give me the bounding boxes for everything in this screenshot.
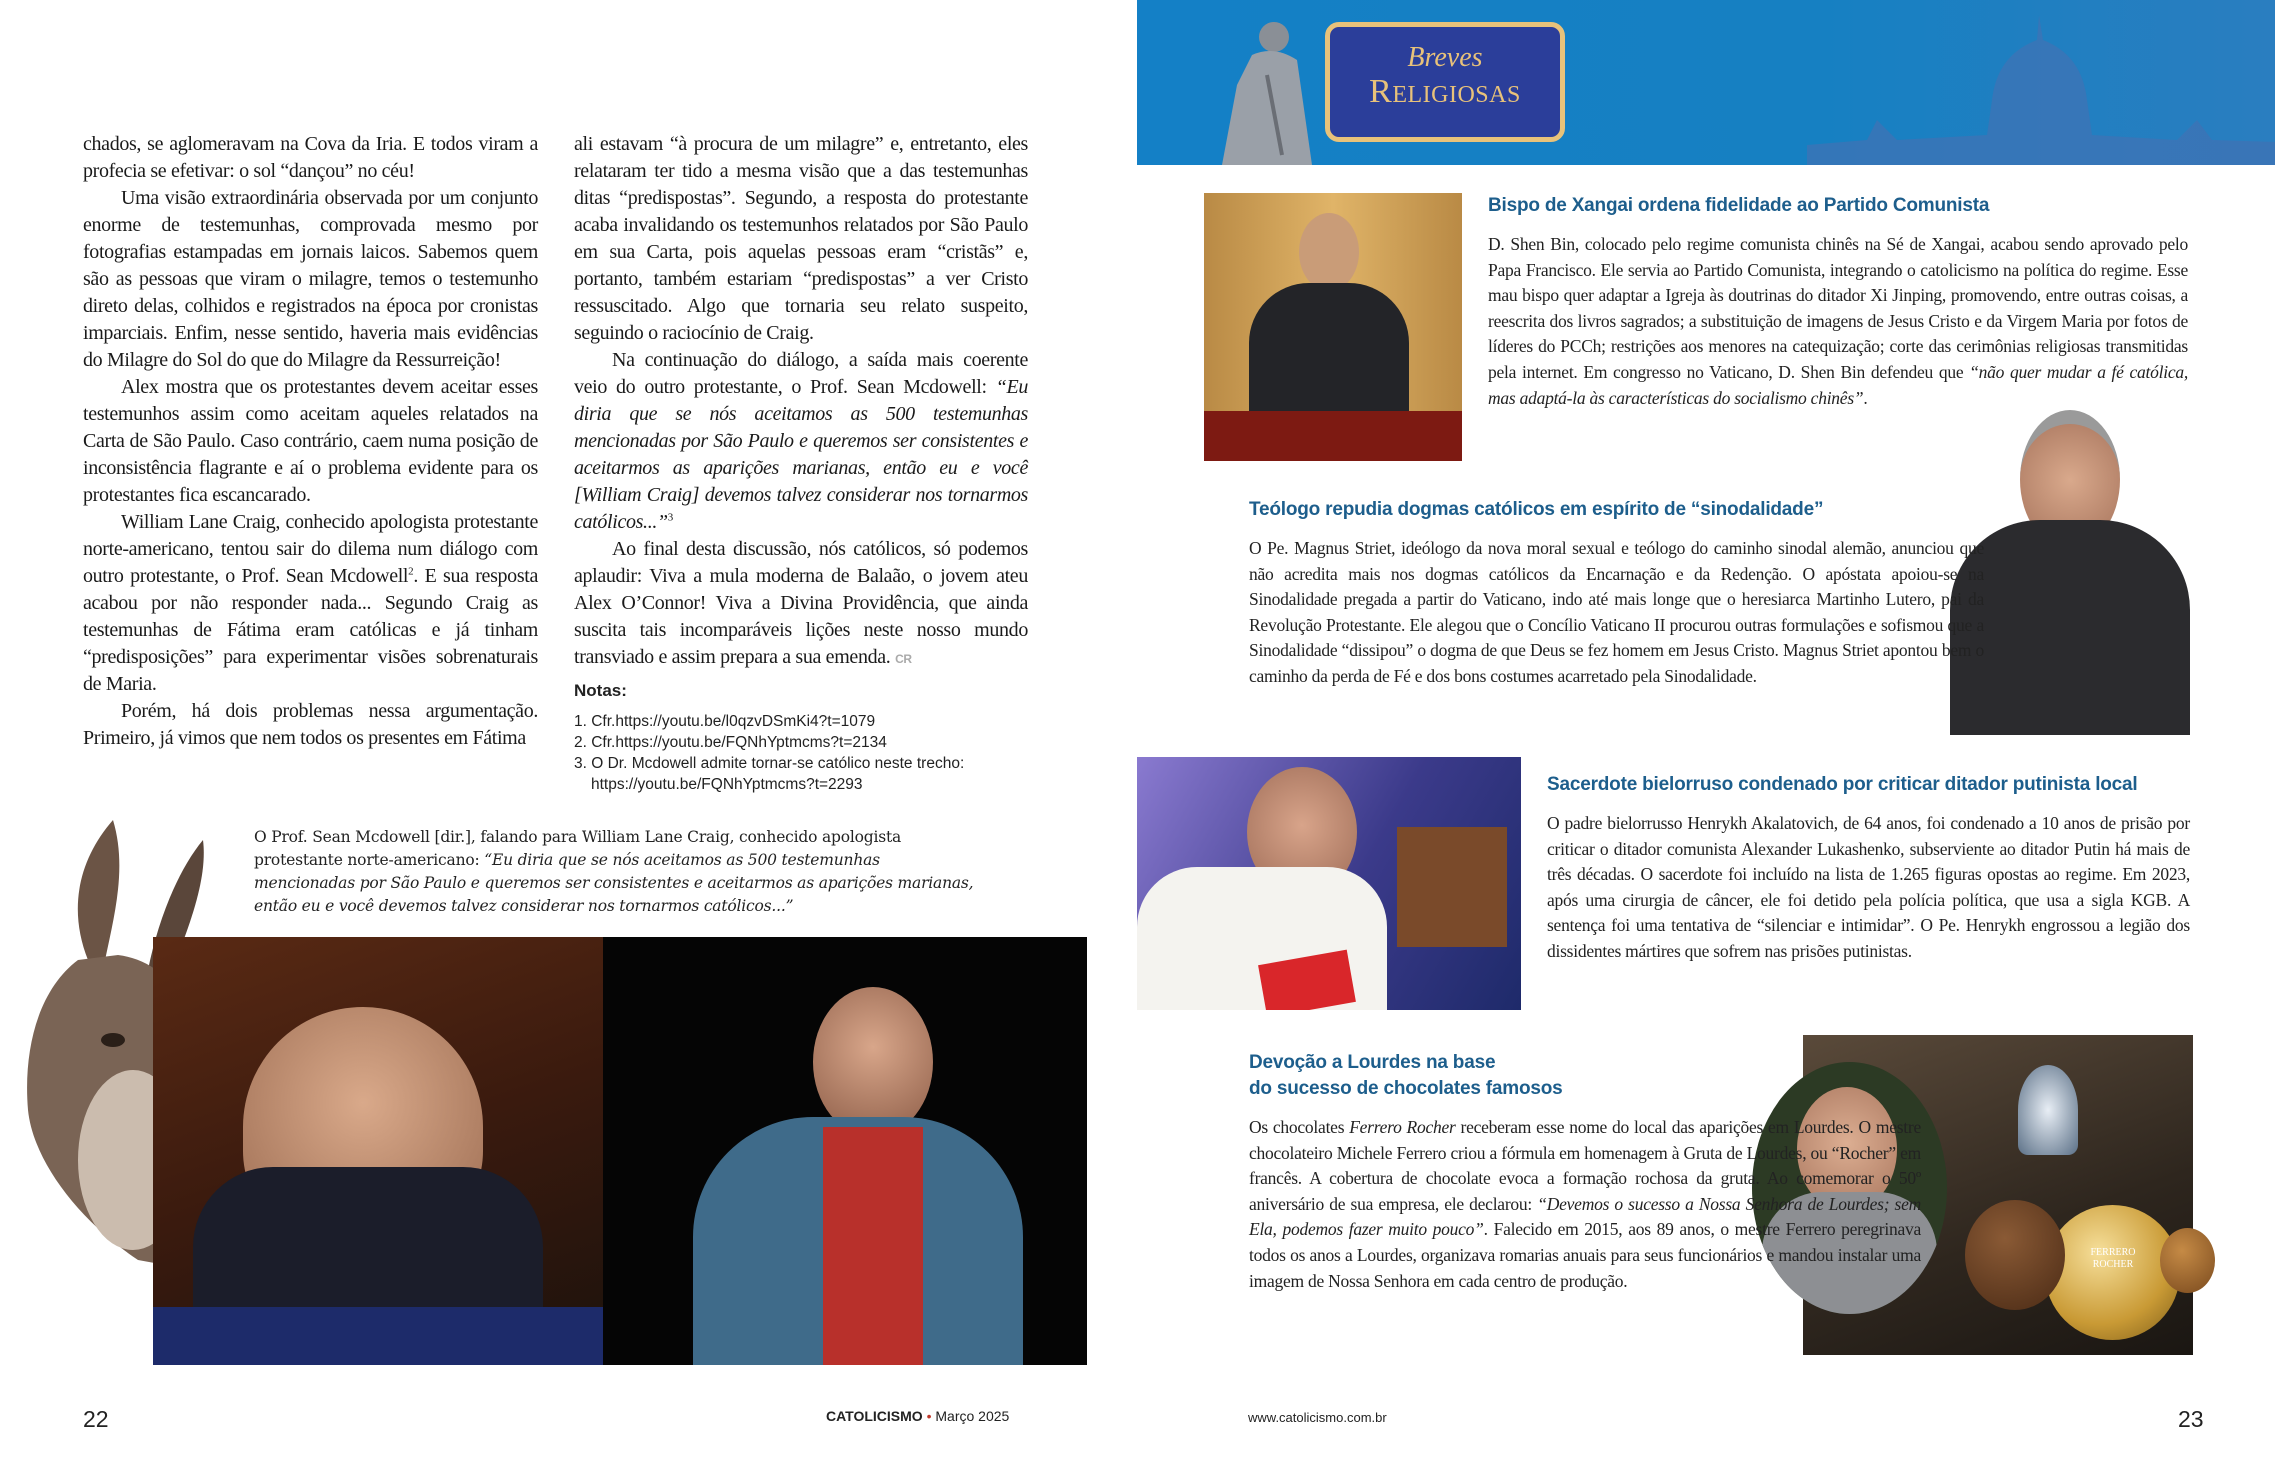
text: . Falecido em 2015, aos 89 anos, o mestre Ferrero peregrinava todos os anos a Lourdes, organizava romarias anuais para seus funcionários e mandou instalar uma imagem de Nossa Senhora em cada centro de produção. [1249,1219,1921,1291]
page-number-right: 23 [2178,1406,2204,1432]
article-column-1 [83,131,538,752]
title-line: do sucesso de chocolates famosos [1249,1078,1563,1099]
note-item: 3. O Dr. Mcdowell admite tornar-se católico neste trecho: [574,755,965,772]
text: Os chocolates [1249,1117,1350,1137]
saint-peter-statue-image [1212,15,1322,165]
text: D. Shen Bin, colocado pelo regime comunista chinês na Sé de Xangai, acabou sendo aprovado pelo Papa Francisco. Ele servia ao Partido Comunista, integrando o catolicismo na política do regime. Esse mau bispo quer adaptar a Igreja às doutrinas do ditador Xi Jinping, promovendo, entre outras coisas, a reescrita dos livros sagrados; a substituição de imagens de Jesus Cristo e da Virgem Maria por fotos de líderes do PCCh; restrições aos menores na catequização; corte das cerimônias religiosas transmitidas pela internet. Em congresso no Vaticano, D. Shen Bin defendeu que [1488,234,2188,382]
article-column-2 [574,131,1028,673]
text: Ao final desta discussão, nós católicos, só podemos aplaudir: Viva a mula moderna de Balaão, o jovem ateu Alex O’Connor! Viva a Divina Providência, que ainda suscita tais incomparáveis lições neste nosso mundo transviado e assim prepara a sua emenda. [574,538,1028,668]
footnote-ref: 2 [408,565,414,578]
article-body [1249,1115,1921,1294]
text: Na continuação do diálogo, a saída mais coerente veio do outro protestante, o Prof. Sean Mcdowell: [574,349,1028,398]
product-label: FERRERO ROCHER [2090,1247,2136,1270]
photo-shen-bin [1204,193,1462,461]
issue-date: Março 2025 [935,1408,1010,1424]
footnote-ref: 3 [667,511,673,524]
paragraph: Porém, há dois problemas nessa argumentação. Primeiro, já vimos que nem todos os presentes em Fátima [83,700,538,749]
note-item[interactable]: 1. Cfr.https://youtu.be/l0qzvDSmKi4?t=1079 [574,713,876,730]
article-body [1547,811,2190,965]
hazelnut-image [2160,1228,2215,1293]
text: . E sua resposta acabou por não responder nada... Segundo Craig as testemunhas de Fátima eram católicas e já tinham “predisposições” para experimentar visões sobrenaturais de Maria. [83,565,538,695]
text: receberam esse nome do local das aparições em Lourdes. O mestre chocolateiro Michele Ferrero criou a fórmula em homenagem à Gruta de Lourdes, ou “Rocher” em francês. A cobertura de chocolate evoca a formação rochosa da gruta. Ao comemorar o 50º aniversário de sua empresa, ele declarou: [1249,1117,1921,1214]
paragraph: chados, se aglomeravam na Cova da Iria. E todos viram a profecia se efetivar: o sol “dançou” no céu! [83,133,538,182]
magazine-footer [826,1408,1009,1424]
section-title-line1: Breves [1407,42,1483,73]
title-line: Devoção a Lourdes na base [1249,1052,1496,1073]
article-title: Bispo de Xangai ordena fidelidade ao Partido Comunista [1488,195,1990,216]
paragraph: Alex mostra que os protestantes devem aceitar esses testemunhos assim como aceitam aqueles relatados na Carta de São Paulo. Caso contrário, caem numa posição de inconsistência flagrante e aí o problema evidente para os protestantes fica escancarado. [83,376,538,506]
separator: • [926,1408,932,1424]
article-title: Teólogo repudia dogmas católicos em espírito de “sinodalidade” [1249,499,1824,520]
photo-henrykh-akalatovich [1137,757,1521,1010]
paragraph: ali estavam “à procura de um milagre” e, entretanto, eles relataram ter tido a mesma visão que a das testemunhas ditas “predispostas”. Segundo, a resposta do protestante acaba invalidando os testemunhos relatados por São Paulo em sua Carta, pois aquelas pessoas eram “cristãs” e, portanto, também estariam “predispostas” a ver Cristo ressuscitado. Algo que tornaria seu relato suspeito, seguindo o raciocínio de Craig. [574,133,1028,344]
section-banner [1137,0,2275,165]
notes-title: Notas: [574,681,627,700]
text: . [1863,387,1868,408]
photo-william-lane-craig [153,937,603,1365]
photo-caption [254,826,974,918]
paragraph: O padre bielorrusso Henrykh Akalatovich, de 64 anos, foi condenado a 10 anos de prisão por criticar o ditador comunista Alexander Lukashenko, subserviente ao ditador Putin há mais de três décadas. O sacerdote foi incluído na lista de 1.265 figuras opostas ao regime. Em 2023, após uma cirurgia de câncer, ele foi detido pela polícia política, que usa a sigla KGB. A sentença foi uma tentativa de “silenciar e intimidar”. O Pe. Henrykh engrossou a legião dos dissidentes mártires que sofrem nas prisões putinistas. [1547,813,2190,961]
paragraph [1488,232,2188,411]
paragraph [574,347,1028,536]
text: William Lane Craig, conhecido apologista protestante norte-americano, tentou sair do dilema num diálogo com outro protestante, o Prof. Sean Mcdowell [83,511,538,587]
caption-text: O Prof. Sean Mcdowell [dir.], falando para William Lane Craig, conhecido apologista protestante norte-americano: [254,828,902,869]
website-url[interactable]: www.catolicismo.com.br [1248,1410,1387,1425]
paragraph [1249,1115,1921,1294]
note-item[interactable]: https://youtu.be/FQNhYptmcms?t=2293 [591,776,863,793]
chocolate-image [1965,1200,2065,1310]
article-body [1488,232,2188,411]
caption-quote: “Eu diria que se nós aceitamos as 500 testemunhas mencionadas por São Paulo e queremos ser consistentes e aceitarmos as aparições marianas, então eu e você devemos talvez considerar nos tornarmos católicos...” [254,851,974,915]
paragraph: O Pe. Magnus Striet, ideólogo da nova moral sexual e teólogo do caminho sinodal alemão, anunciou que não acredita mais nos dogmas católicos da Encarnação e da Redenção. O apóstata apoiou-se na Sinodalidade pregada a partir do Vaticano, indo até mais longe que o heresiarca Martinho Lutero, pai da Revolução Protestante. Ele alegou que o Concílio Vaticano II procurou outras formulações e sofismou que a Sinodalidade “dissipou” o dogma de que Deus se fez homem em Jesus Cristo. Magnus Striet apontou bem o caminho da perda de Fé e dos bons costumes acarretado pela Sinodalidade. [1249,538,1984,686]
end-mark-icon: CR [895,652,912,666]
paragraph: Uma visão extraordinária observada por um conjunto enorme de testemunhas, comprovada mesmo por fotografias estampadas em jornais laicos. Sabemos quem são as pessoas que viram o milagre, temos o testemunho direto delas, colhidos e registrados na época por cronistas imparciais. Enfim, nesse sentido, haveria mais evidências do Milagre do Sol do que do Milagre da Ressurreição! [83,187,538,371]
magazine-name: CATOLICISMO [826,1408,923,1424]
section-title-plaque [1325,22,1565,142]
article-title [1249,1050,1563,1102]
quote: “Eu diria que se nós aceitamos as 500 testemunhas mencionadas por São Paulo e queremos ser consistentes e aceitarmos as aparições marianas, então eu e você [William Craig] devemos talvez considerar nos tornarmos católicos...” [574,376,1028,533]
photo-sean-mcdowell [603,937,1087,1365]
ferrero-rocher-chocolate-image [2045,1205,2180,1340]
paragraph [574,536,1028,673]
article-body [1249,536,1984,690]
quote: “Devemos o sucesso a Nossa Senhora de Lourdes; sem Ela, podemos fazer muito pouco” [1249,1193,1921,1240]
page-number-left: 22 [83,1406,109,1432]
brand-name: Ferrero Rocher [1349,1117,1456,1137]
section-title-line2: Religiosas [1369,73,1521,110]
quote: “não quer mudar a fé católica, mas adaptá-la às características do socialismo chinês” [1488,361,2189,408]
paragraph [83,509,538,698]
article-title: Sacerdote bielorruso condenado por criticar ditador putinista local [1547,774,2138,795]
notes [574,680,1034,795]
basilica-dome-image [1807,10,2275,165]
note-item[interactable]: 2. Cfr.https://youtu.be/FQNhYptmcms?t=2134 [574,734,887,751]
